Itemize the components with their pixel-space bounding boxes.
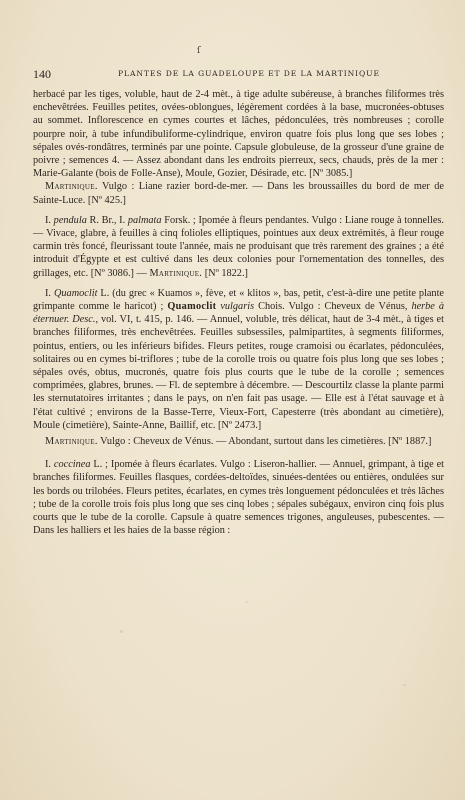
paragraph-continuation: herbacé par les tiges, voluble, haut de 2-4 mèt., à tige adulte subéreuse, à branches filiformes très enchevêtrées. Feuilles petites, ovées-oblongues, légèrement cordées à la base, mucronées-obtuses au sommet. Inflorescence en cymes courtes et lâches, pédonculées, très nombreuses ; corolle pourpre noir, à tube infundibuliforme-cylindrique, environ quatre fois plus long que ses lobes ; sépales ovés-rondâtres, terminés par une pointe. Capsule globuleuse, de la grosseur d'une graine de poivre ; semences 4. — Assez abondant dans les endroits pierreux, secs, chauds, près de la mer : Marie-Galante (bois de Folle-Anse), Moule, Gozier, Désirade, etc. [Nº 3085.] bbox=[33, 89, 444, 180]
species-name: coccinea bbox=[53, 459, 91, 471]
synonym-epithet: vulgaris bbox=[216, 301, 255, 313]
species-name: palmata bbox=[127, 214, 162, 226]
running-title: PLANTES DE LA GUADELOUPE ET DE LA MARTINIQUE bbox=[118, 69, 380, 78]
species-name: pendula bbox=[53, 214, 87, 226]
body-text bbox=[33, 88, 444, 538]
synonym-name: Quamoclit bbox=[167, 301, 217, 313]
printer-mark: ſ bbox=[197, 46, 201, 56]
paper-speck bbox=[246, 601, 248, 603]
locality-label: Martinique. bbox=[45, 436, 98, 448]
species-entry-quamoclit: I. Quamoclit L. (du grec « Kuamos », fève, et « klitos », bas, petit, c'est-à-dire une petite plante grimpante comme le haricot) ; Quamoclit vulgaris Chois. Vulgo : Cheveux de Vénus, herbe à éternuer. Desc., vol. VI, t. 415, p. 146. — Annuel, voluble, très délicat, haut de 3-4 mèt., à tiges et branches filiformes, très enchevêtrées. Feuilles subsessiles, palmipartites, à segments filiformes, pointus, entiers, ou les inférieurs bifides. Fleurs petites, rouge cramoisi ou écarlates, pédonculées, solitaires ou en cymes bi-triflores ; tube de la corolle trois ou quatre fois plus long que ses lobes ; sépales ovés, obtus, mucronés, quatre fois plus courts que le tube de la corolle ; semences comprimées, glabres, brunes. — Fl. de septembre à décembre. — Descourtilz classe la plante parmi les sternutatoires irritantes ; dans le pays, on n'en fait pas usage. — Elle est à l'état sauvage et à l'état cultivé ; environs de la Basse-Terre, Vieux-Fort, Capesterre (très abondant au cimetière), Moule (cimetière), Sainte-Anne, Baillif, etc. [Nº 2473.] bbox=[33, 287, 445, 431]
page-number: 140 bbox=[33, 67, 51, 81]
paragraph-martinique-1: Martinique. Vulgo : Liane razier bord-de-mer. — Dans les broussailles du bord de mer de Sainte-Luce. [Nº 425.] bbox=[33, 181, 444, 206]
species-entry-pendula: I. pendula R. Br., I. palmata Forsk. ; Ipomée à fleurs pendantes. Vulgo : Liane rouge à tonnelles. — Vivace, glabre, à feuilles à cinq folioles elliptiques, pointues aux deux extrémités, à fleur rouge carmin très foncé, fleurissant toute l'année, mais ne produisant que très rarement des graines ; a été introduit d'Égypte et est cultivé dans les deux colonies pour l'ornementation des tonnelles, des grillages, etc. [Nº 3086.] — Martinique. [Nº 1822.] bbox=[33, 214, 444, 279]
species-entry-coccinea: I. coccinea L. ; Ipomée à fleurs écarlates. Vulgo : Liseron-hallier. — Annuel, grimpant, à tige et branches filiformes. Feuilles flasques, cordées-deltoïdes, sinuées-dentées ou entières, ondulées sur les bords ou trilobées. Fleurs petites, écarlates, en cymes très longuement pédonculées et très lâches ; tube de la corolle trois fois plus long que ses cinq lobes ; sépales subégaux, environ cinq fois plus courts que le tube de la corolle. Capsule à quatre semences trigones, anguleuses, pubescentes. — Dans les halliers et les haies de la basse région : bbox=[33, 459, 444, 537]
paper-speck bbox=[403, 684, 406, 686]
page-header bbox=[33, 67, 443, 81]
species-name: Quamoclit bbox=[53, 287, 98, 299]
locality-label: Martinique. bbox=[45, 181, 98, 193]
locality-label: Martinique. bbox=[149, 267, 203, 279]
vernacular-name: herbe à éternuer. Desc. bbox=[33, 301, 445, 326]
paper-speck bbox=[120, 630, 123, 633]
paragraph-martinique-2: Martinique. Vulgo : Cheveux de Vénus. — Abondant, surtout dans les cimetières. [Nº 1887.] bbox=[45, 436, 432, 448]
